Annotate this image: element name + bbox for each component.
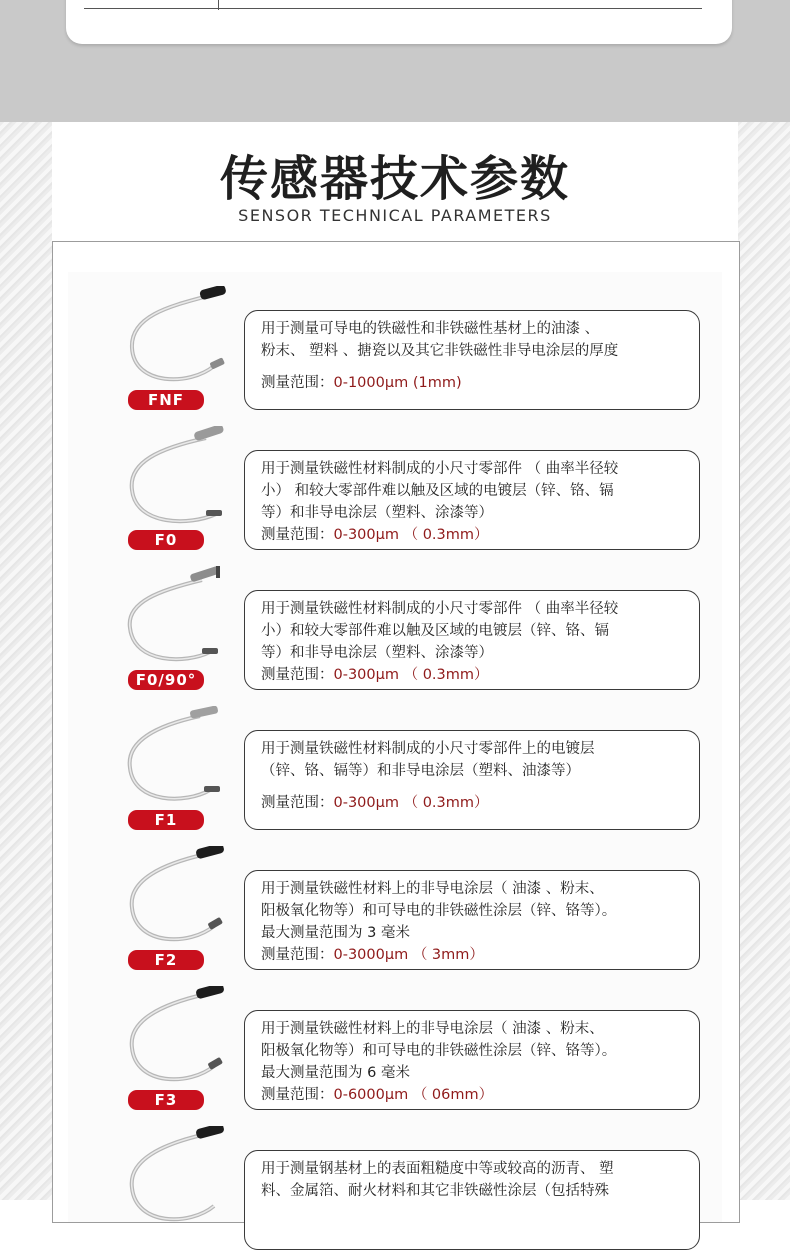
sensor-info-box	[244, 310, 700, 410]
probe-cable-image	[110, 1126, 230, 1244]
range-label: 测量范围：	[261, 947, 334, 963]
range-label: 测量范围：	[261, 795, 334, 811]
sensor-code-badge: F1	[128, 810, 204, 830]
page-subtitle: SENSOR TECHNICAL PARAMETERS	[238, 206, 552, 225]
sensor-row	[100, 846, 725, 971]
top-card	[66, 0, 732, 44]
range-value: 0-1000μm (1mm)	[333, 375, 462, 391]
range-label: 测量范围：	[261, 1087, 334, 1103]
probe-cable-image	[110, 286, 230, 404]
probe-cable-image	[110, 706, 230, 824]
sensor-row	[100, 986, 725, 1111]
range-value: 0-3000μm （ 3mm）	[333, 947, 484, 963]
sensor-info-box	[244, 1150, 700, 1250]
sensor-code-badge: F0	[128, 530, 204, 550]
probe-cable-image	[110, 426, 230, 544]
range-label: 测量范围：	[261, 667, 334, 683]
range-value: 0-300μm （ 0.3mm）	[333, 795, 489, 811]
sensor-code-badge: F0/90°	[128, 670, 204, 690]
probe-cable-image	[110, 566, 230, 684]
sensor-row	[100, 706, 725, 831]
right-margin-texture	[738, 122, 790, 1200]
range-value: 0-300μm （ 0.3mm）	[333, 527, 489, 543]
sensor-info-box	[244, 870, 700, 970]
page-title: 传感器技术参数	[219, 151, 570, 207]
range-label: 测量范围：	[261, 375, 334, 391]
sensor-code-badge: F3	[128, 1090, 204, 1110]
sensor-description: 用于测量钢基材上的表面粗糙度中等或较高的沥青、 塑 料、金属箔、耐火材料和其它非铁磁性涂层（包括特殊	[261, 1161, 614, 1199]
sensor-row	[100, 426, 725, 551]
sensor-row	[100, 566, 725, 691]
range-label: 测量范围：	[261, 527, 334, 543]
sensor-description: 用于测量铁磁性材料上的非导电涂层（ 油漆 、粉末、 阳极氧化物等）和可导电的非铁磁性涂层（锌、铬等）。 最大测量范围为 3 毫米	[261, 881, 617, 941]
range-value: 0-300μm （ 0.3mm）	[333, 667, 489, 683]
divider-tick	[218, 0, 219, 10]
probe-cable-image	[110, 846, 230, 964]
sensor-description: 用于测量可导电的铁磁性和非铁磁性基材上的油漆 、 粉末、 塑料 、搪瓷以及其它非铁磁性非导电涂层的厚度	[261, 321, 619, 359]
sensor-description: 用于测量铁磁性材料制成的小尺寸零部件 （ 曲率半径较 小）和较大零部件难以触及区域的电镀层（锌、铬、镉 等）和非导电涂层（塑料、涂漆等）	[261, 601, 619, 661]
range-value: 0-6000μm （ 06mm）	[333, 1087, 494, 1103]
probe-cable-image	[110, 986, 230, 1104]
divider-line	[84, 8, 702, 9]
sensor-description: 用于测量铁磁性材料上的非导电涂层（ 油漆 、粉末、 阳极氧化物等）和可导电的非铁磁性涂层（锌、铬等）。 最大测量范围为 6 毫米	[261, 1021, 617, 1081]
sensor-info-box	[244, 1010, 700, 1110]
sensor-description: 用于测量铁磁性材料制成的小尺寸零部件上的电镀层 （锌、铬、镉等）和非导电涂层（塑料、油漆等）	[261, 741, 595, 779]
sensor-code-badge: F2	[128, 950, 204, 970]
sensor-row	[100, 1126, 725, 1251]
sensor-info-box	[244, 730, 700, 830]
sensor-description: 用于测量铁磁性材料制成的小尺寸零部件 （ 曲率半径较 小） 和较大零部件难以触及区域的电镀层（锌、铬、镉 等）和非导电涂层（塑料、涂漆等）	[261, 461, 619, 521]
left-margin-texture	[0, 122, 52, 1200]
sensor-row	[100, 286, 725, 411]
sensor-info-box	[244, 590, 700, 690]
sensor-code-badge: FNF	[128, 390, 204, 410]
sensor-info-box	[244, 450, 700, 550]
